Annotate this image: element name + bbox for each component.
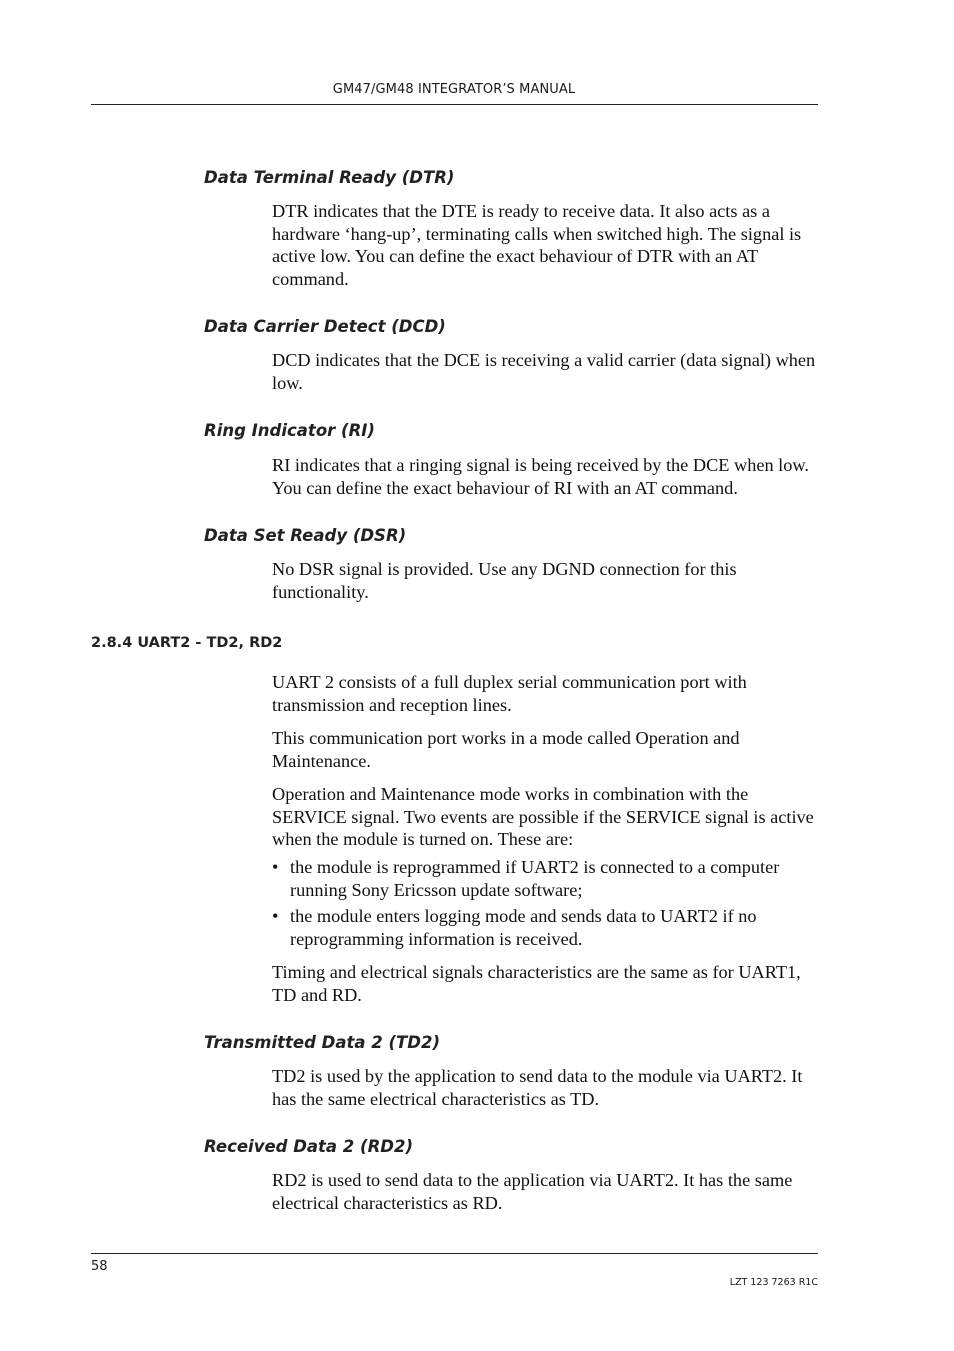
- bullet-item: [272, 856, 820, 901]
- dsr-heading: Data Set Ready (DSR): [204, 526, 407, 545]
- dcd-paragraph: DCD indicates that the DCE is receiving a valid carrier (data signal) when low.: [272, 350, 816, 393]
- dtr-paragraph: DTR indicates that the DTE is ready to receive data. It also acts as a hardware ‘hang-up’, terminating calls when switched high. The signal is active low. You can define the exact behaviour of DTR with an AT command.: [272, 201, 802, 289]
- uart2-paragraph-3: Operation and Maintenance mode works in combination with the SERVICE signal. Two events are possible if the SERVICE signal is active when the module is turned on. These are:: [272, 784, 814, 850]
- dsr-paragraph: No DSR signal is provided. Use any DGND connection for this functionality.: [272, 559, 737, 602]
- rd2-paragraph: RD2 is used to send data to the application via UART2. It has the same electrical characteristics as RD.: [272, 1170, 793, 1213]
- running-header: GM47/GM48 INTEGRATOR’S MANUAL: [332, 82, 576, 97]
- dcd-heading: Data Carrier Detect (DCD): [204, 317, 446, 336]
- bullet-marker: •: [272, 906, 279, 926]
- bullet-text: the module enters logging mode and sends data to UART2 if no reprogramming information is received.: [290, 906, 757, 949]
- section-heading: 2.8.4 UART2 - TD2, RD2: [91, 635, 283, 651]
- rd2-heading: Received Data 2 (RD2): [204, 1137, 413, 1156]
- uart2-paragraph-1: UART 2 consists of a full duplex serial communication port with transmission and reception lines.: [272, 672, 747, 715]
- dtr-heading: Data Terminal Ready (DTR): [204, 168, 455, 187]
- uart2-paragraph-2: This communication port works in a mode called Operation and Maintenance.: [272, 728, 740, 771]
- ri-heading: Ring Indicator (RI): [204, 421, 375, 440]
- document-code: LZT 123 7263 R1C: [729, 1277, 818, 1288]
- header-rule: [91, 104, 818, 105]
- ri-paragraph: RI indicates that a ringing signal is being received by the DCE when low. You can define the exact behaviour of RI with an AT command.: [272, 455, 809, 498]
- td2-paragraph: TD2 is used by the application to send data to the module via UART2. It has the same electrical characteristics as TD.: [272, 1066, 803, 1109]
- uart2-paragraph-4: Timing and electrical signals characteristics are the same as for UART1, TD and RD.: [272, 962, 801, 1005]
- bullet-item: [272, 905, 820, 950]
- bullet-text: the module is reprogrammed if UART2 is connected to a computer running Sony Ericsson update software;: [290, 857, 780, 900]
- page-number: 58: [91, 1259, 108, 1274]
- bullet-marker: •: [272, 857, 279, 877]
- td2-heading: Transmitted Data 2 (TD2): [204, 1033, 440, 1052]
- footer-rule: [91, 1253, 818, 1254]
